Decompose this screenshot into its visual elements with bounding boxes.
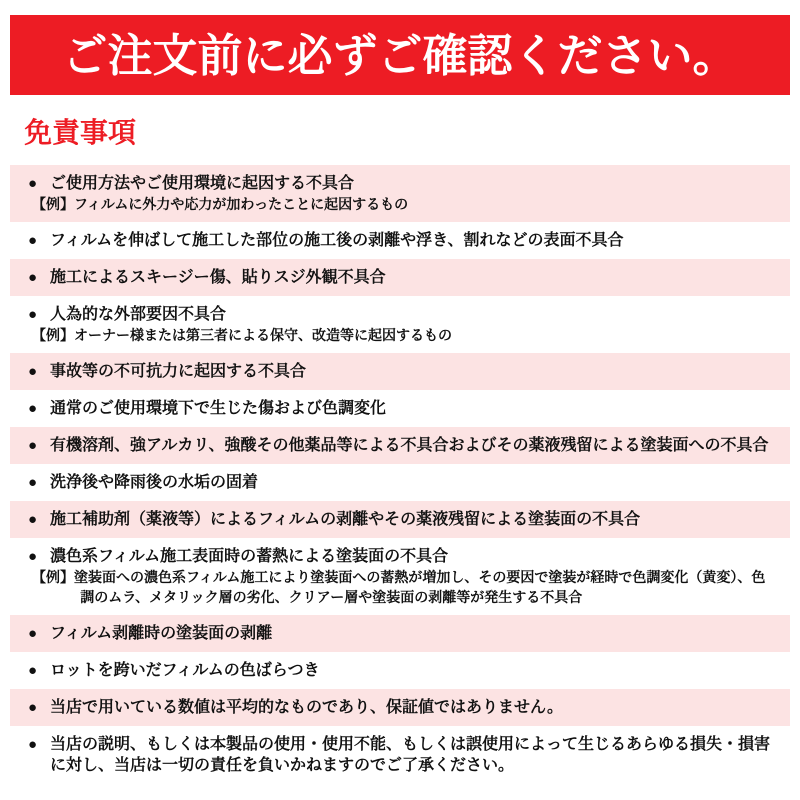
disclaimer-item-main (28, 173, 774, 194)
disclaimer-list (10, 165, 790, 784)
disclaimer-item-text: フィルム剥離時の塗装面の剥離 (50, 625, 273, 642)
disclaimer-item (10, 501, 790, 538)
disclaimer-heading: 免責事項 (24, 117, 137, 148)
disclaimer-item (10, 464, 790, 501)
disclaimer-item-example: 【例】フィルムに外力や応力が加わったことに起因するもの (32, 196, 409, 212)
disclaimer-item-text: 事故等の不可抗力に起因する不具合 (50, 363, 307, 380)
disclaimer-item (10, 652, 790, 689)
bullet-icon: ● (28, 699, 38, 716)
disclaimer-item-main (28, 697, 774, 718)
confirmation-banner (10, 15, 790, 95)
disclaimer-item-main (28, 509, 774, 530)
bullet-icon: ● (28, 625, 38, 642)
disclaimer-item-text: 施工補助剤（薬液等）によるフィルムの剥離やその薬液残留による塗装面の不具合 (50, 511, 641, 528)
disclaimer-item-text: 当店の説明、もしくは本製品の使用・使用不能、もしくは誤使用によって生じるあらゆる損失・損害に対し、当店は一切の責任を負いかねますのでご了承ください。 (50, 736, 771, 774)
bullet-icon: ● (28, 511, 38, 528)
disclaimer-item-main (28, 230, 774, 251)
bullet-icon: ● (28, 232, 38, 249)
disclaimer-item-text: フィルムを伸ばして施工した部位の施工後の剥離や浮き、割れなどの表面不具合 (50, 232, 624, 249)
bullet-icon: ● (28, 474, 38, 491)
bullet-icon: ● (28, 548, 38, 565)
disclaimer-item-text: 濃色系フィルム施工表面時の蓄熱による塗装面の不具合 (50, 548, 449, 565)
bullet-icon: ● (28, 175, 38, 192)
disclaimer-item-main (28, 304, 774, 325)
disclaimer-item (10, 296, 790, 353)
disclaimer-item-main (28, 734, 774, 776)
disclaimer-item (10, 353, 790, 390)
disclaimer-item (10, 390, 790, 427)
disclaimer-item-main (28, 267, 774, 288)
disclaimer-item (10, 259, 790, 296)
disclaimer-item-text: 洗浄後や降雨後の水垢の固着 (50, 474, 259, 491)
disclaimer-item (10, 726, 790, 784)
disclaimer-item-text: 当店で用いている数値は平均的なものであり、保証値ではありません。 (50, 699, 563, 716)
disclaimer-item (10, 165, 790, 222)
bullet-icon: ● (28, 306, 38, 323)
disclaimer-item (10, 689, 790, 726)
disclaimer-item-text: 人為的な外部要因不具合 (50, 306, 227, 323)
disclaimer-item-main (28, 361, 774, 382)
disclaimer-item-main (28, 398, 774, 419)
bullet-icon: ● (28, 400, 38, 417)
banner-title: ご注文前に必ずご確認ください。 (62, 29, 738, 81)
disclaimer-item-text: ロットを跨いだフィルムの色ばらつき (50, 662, 320, 679)
disclaimer-item-main (28, 435, 774, 456)
disclaimer-item (10, 427, 790, 464)
disclaimer-item-main (28, 546, 774, 567)
disclaimer-item-main (28, 623, 774, 644)
disclaimer-item (10, 222, 790, 259)
disclaimer-item-text: 通常のご使用環境下で生じた傷および色調変化 (50, 400, 387, 417)
bullet-icon: ● (28, 269, 38, 286)
bullet-icon: ● (28, 736, 38, 753)
disclaimer-item-text: ご使用方法やご使用環境に起因する不具合 (50, 175, 355, 192)
disclaimer-item (10, 615, 790, 652)
disclaimer-item-example: 【例】オーナー様または第三者による保守、改造等に起因するもの (32, 327, 452, 343)
disclaimer-item-main (28, 660, 774, 681)
bullet-icon: ● (28, 662, 38, 679)
bullet-icon: ● (28, 363, 38, 380)
disclaimer-item-example: 【例】塗装面への濃色系フィルム施工により塗装面への蓄熱が増加し、その要因で塗装が経時で色調変化（黄変）、色調のムラ、メタリック層の劣化、クリアー層や塗装面の剥離等が発生する不具合 (32, 569, 766, 605)
disclaimer-item-main (28, 472, 774, 493)
disclaimer-item-text: 施工によるスキージー傷、貼りスジ外観不具合 (50, 269, 386, 286)
disclaimer-item (10, 538, 790, 615)
bullet-icon: ● (28, 437, 38, 454)
disclaimer-item-text: 有機溶剤、強アルカリ、強酸その他薬品等による不具合およびその薬液残留による塗装面への不具合 (50, 437, 769, 454)
